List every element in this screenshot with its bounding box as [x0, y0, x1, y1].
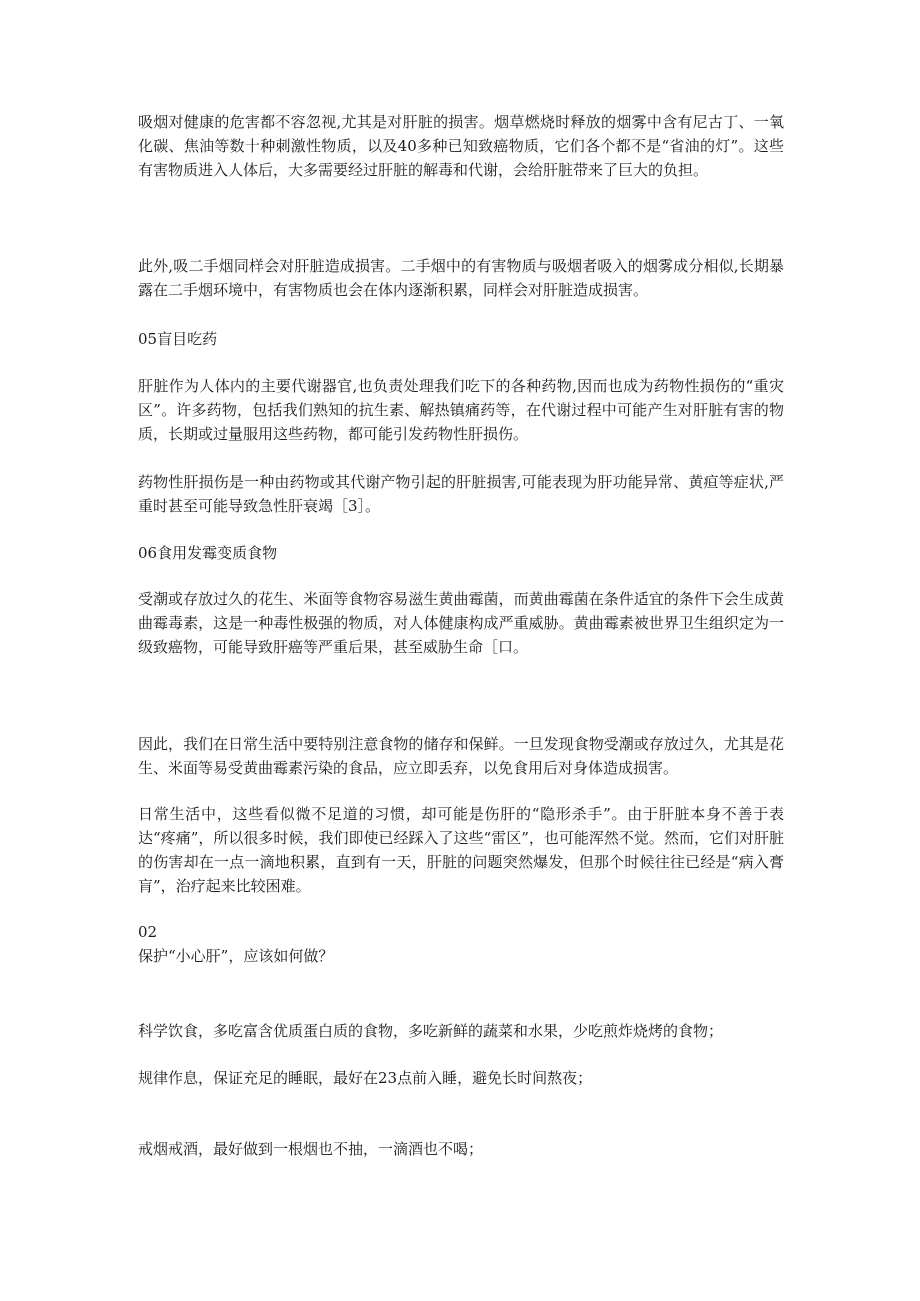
tip-sleep: 规律作息，保证充足的睡眠，最好在23点前入睡，避免长时间熬夜；: [138, 1069, 593, 1087]
paragraph-food-storage: 因此，我们在日常生活中要特别注意食物的储存和保鲜。一旦发现食物受潮或存放过久，尤其是花生、米面等易受黄曲霉素污染的食品，应立即丢弃，以免食用后对身体造成损害。: [138, 735, 784, 777]
section-number-02: 02: [138, 923, 158, 941]
paragraph-secondhand-smoke: 此外,吸二手烟同样会对肝脏造成损害。二手烟中的有害物质与吸烟者吸入的烟雾成分相似,长期暴露在二手烟环境中，有害物质也会在体内逐渐积累，同样会对肝脏造成损害。: [138, 257, 784, 299]
section-heading-protect-liver: 保护“小心肝”，应该如何做？: [138, 947, 334, 965]
paragraph-smoking-harm: 吸烟对健康的危害都不容忽视,尤其是对肝脏的损害。烟草燃烧时释放的烟雾中含有尼古丁、一氧化碳、焦油等数十种刺激性物质，以及40多种已知致癌物质，它们各个都不是“省油的灯”。这些有害物质进入人体后，大多需要经过肝脏的解毒和代谢，会给肝脏带来了巨大的负担。: [138, 113, 784, 179]
section-heading-05: 05盲目吃药: [138, 330, 218, 348]
tip-diet: 科学饮食，多吃富含优质蛋白质的食物，多吃新鲜的蔬菜和水果，少吃煎炸烧烤的食物；: [138, 1022, 724, 1040]
paragraph-liver-metabolism: 肝脏作为人体内的主要代谢器官,也负责处理我们吃下的各种药物,因而也成为药物性损伤的“重灾区”。许多药物，包括我们熟知的抗生素、解热镇痛药等，在代谢过程中可能产生对肝脏有害的物质，长期或过量服用这些药物，都可能引发药物性肝损伤。: [138, 377, 784, 443]
paragraph-aflatoxin: 受潮或存放过久的花生、米面等食物容易滋生黄曲霉菌，而黄曲霉菌在条件适宜的条件下会生成黄曲霉毒素，这是一种毒性极强的物质，对人体健康构成严重威胁。黄曲霉素被世界卫生组织定为一级致癌物，可能导致肝癌等严重后果，甚至威胁生命［口。: [138, 590, 784, 656]
paragraph-hidden-killer: 日常生活中，这些看似微不足道的习惯，却可能是伤肝的“隐形杀手”。由于肝脏本身不善于表达“疼痛”，所以很多时候，我们即使已经踩入了这些“雷区”，也可能浑然不觉。然而，它们对肝脏的伤害却在一点一滴地积累，直到有一天，肝脏的问题突然爆发，但那个时候往往已经是“病入膏肓”，治疗起来比较困难。: [138, 805, 784, 895]
tip-quit-smoking-drinking: 戒烟戒酒，最好做到一根烟也不抽，一滴酒也不喝；: [138, 1140, 484, 1158]
section-heading-06: 06食用发霉变质食物: [138, 544, 278, 562]
paragraph-drug-liver-injury: 药物性肝损伤是一种由药物或其代谢产物引起的肝脏损害,可能表现为肝功能异常、黄疸等症状,严重时甚至可能导致急性肝衰竭［3］。: [138, 473, 784, 515]
